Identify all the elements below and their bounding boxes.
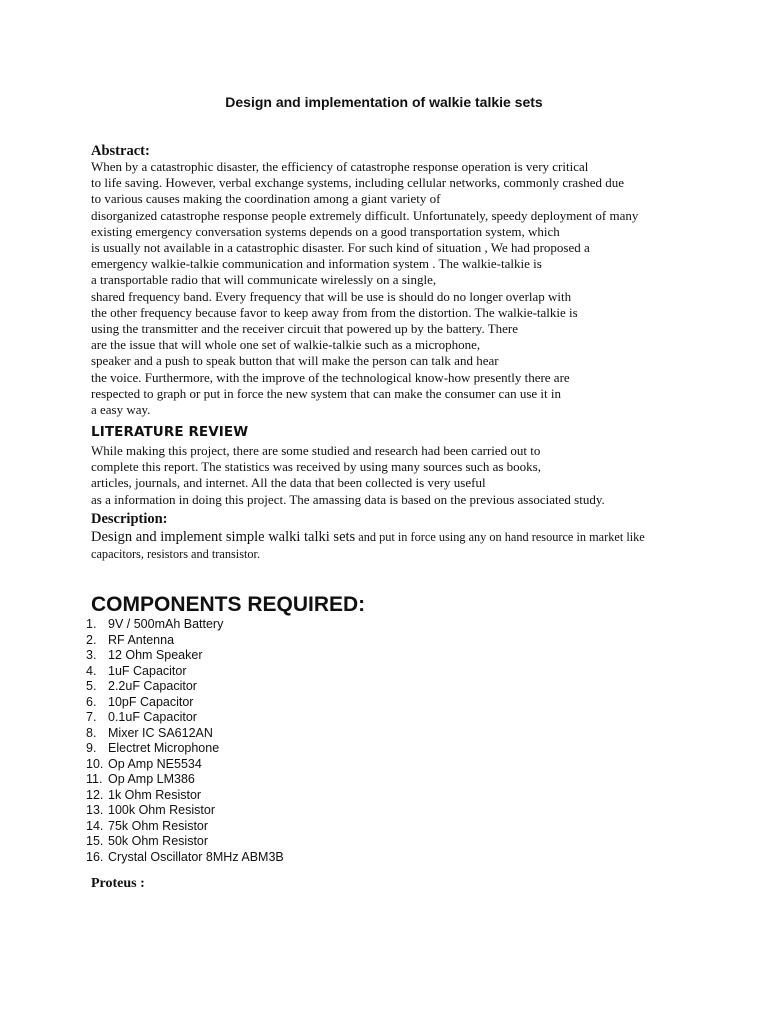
abstract-line: respected to graph or put in force the new system that can make the consumer can use it in — [91, 385, 562, 401]
literature-review-body — [91, 443, 711, 508]
list-item-number: 3. — [86, 648, 97, 662]
literature-line: While making this project, there are some studied and research had been carried out to — [91, 443, 541, 458]
list-item-text: 9V / 500mAh Battery — [108, 617, 224, 631]
list-item-text: 100k Ohm Resistor — [108, 803, 215, 817]
list-item-text: Crystal Oscillator 8MHz ABM3B — [108, 849, 284, 864]
list-item-text: 10pF Capacitor — [108, 694, 194, 709]
literature-line: as a information in doing this project. The amassing data is based on the previous associated study. — [91, 491, 605, 507]
list-item — [86, 695, 284, 711]
description-text-small: and put in force using any on hand resource in market like — [355, 530, 645, 544]
list-item — [86, 633, 284, 649]
abstract-line: existing emergency conversation systems depends on a good transportation system, which — [91, 223, 560, 239]
abstract-line: When by a catastrophic disaster, the efficiency of catastrophe response operation is very critical — [91, 159, 589, 174]
list-item — [86, 834, 284, 850]
abstract-line: disorganized catastrophe response people extremely difficult. Unfortunately, speedy deployment of many — [91, 207, 639, 223]
list-item — [86, 772, 284, 788]
components-heading: COMPONENTS REQUIRED: — [91, 593, 366, 616]
list-item — [86, 850, 284, 866]
abstract-line: a transportable radio that will communicate wirelessly on a single, — [91, 272, 437, 288]
list-item-text: 75k Ohm Resistor — [108, 818, 209, 833]
list-item — [86, 757, 284, 773]
abstract-line: are the issue that will whole one set of walkie-talkie such as a microphone, — [91, 337, 481, 353]
list-item-number: 1. — [86, 617, 97, 631]
abstract-line: is usually not available in a catastrophic disaster. For such kind of situation , We had proposed a — [91, 240, 590, 256]
abstract-line: speaker and a push to speak button that will make the person can talk and hear — [91, 353, 499, 369]
list-item — [86, 788, 284, 804]
list-item-text: RF Antenna — [108, 632, 175, 647]
proteus-heading: Proteus : — [91, 876, 145, 891]
abstract-line: using the transmitter and the receiver circuit that powered up by the battery. There — [91, 321, 519, 337]
list-item-number: 12. — [86, 787, 104, 802]
description-body — [91, 528, 711, 563]
list-item-number: 7. — [86, 710, 97, 724]
list-item — [86, 664, 284, 680]
components-list — [86, 617, 284, 865]
abstract-line: emergency walkie-talkie communication and information system . The walkie-talkie is — [91, 256, 542, 272]
literature-line: complete this report. The statistics was received by using many sources such as books, — [91, 459, 541, 475]
literature-review-heading: LITERATURE REVIEW — [91, 424, 249, 440]
list-item-number: 8. — [86, 725, 97, 740]
list-item-number: 15. — [86, 834, 104, 848]
list-item — [86, 803, 284, 819]
description-line — [91, 528, 711, 546]
list-item-text: 1k Ohm Resistor — [108, 787, 202, 802]
list-item-number: 16. — [86, 849, 104, 864]
abstract-line: shared frequency band. Every frequency that will be use is should do no longer overlap with — [91, 288, 572, 304]
list-item-text: 50k Ohm Resistor — [108, 834, 209, 848]
list-item-text: 1uF Capacitor — [108, 663, 187, 678]
abstract-body — [91, 159, 711, 418]
list-item — [86, 741, 284, 757]
abstract-line: the other frequency because favor to keep away from from the distortion. The walkie-talkie is — [91, 304, 578, 320]
list-item-number: 13. — [86, 803, 104, 817]
description-line: capacitors, resistors and transistor. — [91, 547, 261, 561]
list-item-number: 5. — [86, 679, 97, 693]
list-item-number: 9. — [86, 741, 97, 755]
list-item-text: Op Amp NE5534 — [108, 756, 202, 771]
list-item-number: 2. — [86, 632, 97, 647]
list-item-number: 6. — [86, 694, 97, 709]
abstract-line: the voice. Furthermore, with the improve of the technological know-how presently there are — [91, 369, 570, 385]
description-text-large: Design and implement simple walki talki sets — [91, 529, 356, 545]
abstract-line: a easy way. — [91, 402, 151, 418]
list-item-number: 10. — [86, 756, 104, 771]
document-title: Design and implementation of walkie talkie sets — [225, 94, 543, 110]
list-item — [86, 617, 284, 633]
description-heading: Description: — [91, 511, 168, 527]
abstract-line: to various causes making the coordination among a giant variety of — [91, 191, 441, 207]
list-item-text: Op Amp LM386 — [108, 772, 195, 786]
list-item-text: 12 Ohm Speaker — [108, 648, 203, 662]
list-item-text: 0.1uF Capacitor — [108, 710, 197, 724]
abstract-heading: Abstract: — [91, 143, 150, 159]
list-item-number: 11. — [86, 772, 103, 786]
list-item-text: Mixer IC SA612AN — [108, 725, 213, 740]
list-item — [86, 819, 284, 835]
list-item — [86, 679, 284, 695]
list-item — [86, 648, 284, 664]
list-item — [86, 726, 284, 742]
literature-line: articles, journals, and internet. All the data that been collected is very useful — [91, 475, 486, 491]
abstract-line: to life saving. However, verbal exchange systems, including cellular networks, commonly crashed due — [91, 175, 625, 191]
list-item-text: 2.2uF Capacitor — [108, 679, 197, 693]
list-item — [86, 710, 284, 726]
list-item-number: 14. — [86, 818, 104, 833]
list-item-text: Electret Microphone — [108, 741, 220, 755]
list-item-number: 4. — [86, 663, 97, 678]
